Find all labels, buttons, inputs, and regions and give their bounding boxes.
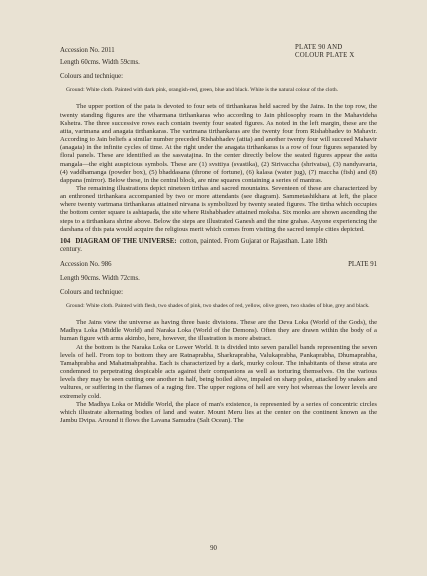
dimensions: Length 90cms. Width 72cms. [60,274,140,282]
body-paragraph: The Jains view the universe as having three basic divisions. These are the Deva Loka (World of the Gods), the Madhya Loka (Middle World) and Naraka Loka (World of the Demons). Often they are drawn within the body of a human figure with arms akimbo, here, however, the illustration is more abstract. [60,319,377,343]
plate-90-header [60,32,377,59]
body-paragraph: The remaining illustrations depict nineteen tirthas and sacred mountains. Seventeen of these are characterized by an enthroned tirthankara accompanied by two or more attendants (see diagram). Sammetashikhara at left, the place where twenty vartmana tirthankaras attained nirvana is symbolized by twenty seated figures. The tirtha which occupies the bottom center square is ashtapada, the site where Rishabhadev attained moksha. Six monks are shown ascending the steps to a tirthankara shrine above. Below the steps are illustrated Ganesh and the nine grahas. Anyone experiencing the darshana of this pata would acquire the religious merit which comes from visiting the sacred temple cities depicted. [60,184,377,233]
plate-label-line1: PLATE 90 AND [295,44,343,51]
plate-91-header [60,261,377,269]
body-paragraph: The upper portion of the pata is devoted to four sets of tirthankaras held sacred by the Jains. In the top row, the twenty standing figures are the viharmana tirthankaras who according to Jain philosophy roam in the Mahavideha Kshetra. The three successive rows each contain twenty four seated figures. As noted in the left margin, these are the atita, vartmana and anagata tirthankaras. The vartmana tirthankaras are the twenty four from Rishabhadev to Mahavir. According to Jain beliefs a similar number preceded Rishabhadev (atita) and another twenty four will succeed Mahavir (anagata) in the infinite cycles of time. At the right under the anagata tirthankaras is a row of four figures separated by floral panels. These are identified as the sasvatajina. In the center directly below the seated figures appear the astta mangala—the eight auspicious symbols. These are (1) svsttiya (svastika), (2) Sirivaccha (shrivatsa), (3) nandyavarta, (4) vaddhamanga (powder box), (5) bhaddasana (throne of fortune), (6) kalasa (water jug), (7) maccha (fish) and (8) dappana (mirror). Below these, in the central block, are nine squares containing a series of mantras. [60,103,377,184]
colours-heading: Colours and technique: [60,288,124,296]
ground-description: Ground: White cloth. Painted with dark pink, orangish-red, green, blue and black. White is the natural colour of the cloth. [66,87,339,94]
plate-label: PLATE 91 [348,260,377,268]
accession-number: Accession No. 986 [60,260,112,268]
entry-century: century. [60,246,82,254]
catalogue-entry-heading [60,238,377,246]
dimensions: Length 60cms. Width 59cms. [60,59,140,66]
body-paragraph: The Madhya Loka or Middle World, the place of man's existence, is represented by a series of concentric circles which illustrate alternating bodies of land and water. Mount Meru lies at the center on the continent known as the Jambu Dvipa. Around it flows the Lavana Samudra (Salt Ocean). The [60,400,377,424]
body-paragraph: At the bottom is the Naraka Loka or Lower World. It is divided into seven parallel bands representing the seven levels of hell. From top to bottom they are Ratnaprabha, Sharkraprabha, Valukaprabha, Pankaprabha, Dhumaprabha, Tamahprabha and Mahatmahprabha. Each is characterized by a dark, murky colour. The inhabitants of these strata are condemned to perpetrating despicable acts against their companions as well as torturing themselves. On the various levels they may be seen cutting one another in half, being boiled alive, impaled on sharp poles, attacked by snakes and vultures, or suffering in the flames of a raging fire. The upper regions of hell are very hot whereas the lower levels are extremely cold. [60,343,377,400]
plate-label [295,44,377,60]
entry-title: DIAGRAM OF THE UNIVERSE: [75,237,177,245]
ground-description: Ground: White cloth. Painted with flesh, two shades of pink, two shades of red, yellow, olive green, two shades of blue, grey and black. [66,303,370,310]
entry-description: cotton, painted. From Gujarat or Rajasthan. Late 18th [179,237,328,245]
accession-number: Accession No. 2011 [60,47,115,54]
colours-heading: Colours and technique: [60,73,124,81]
page-number: 90 [210,545,217,552]
entry-number: 104 [60,237,71,245]
plate-label-line2: COLOUR PLATE X [295,52,355,60]
